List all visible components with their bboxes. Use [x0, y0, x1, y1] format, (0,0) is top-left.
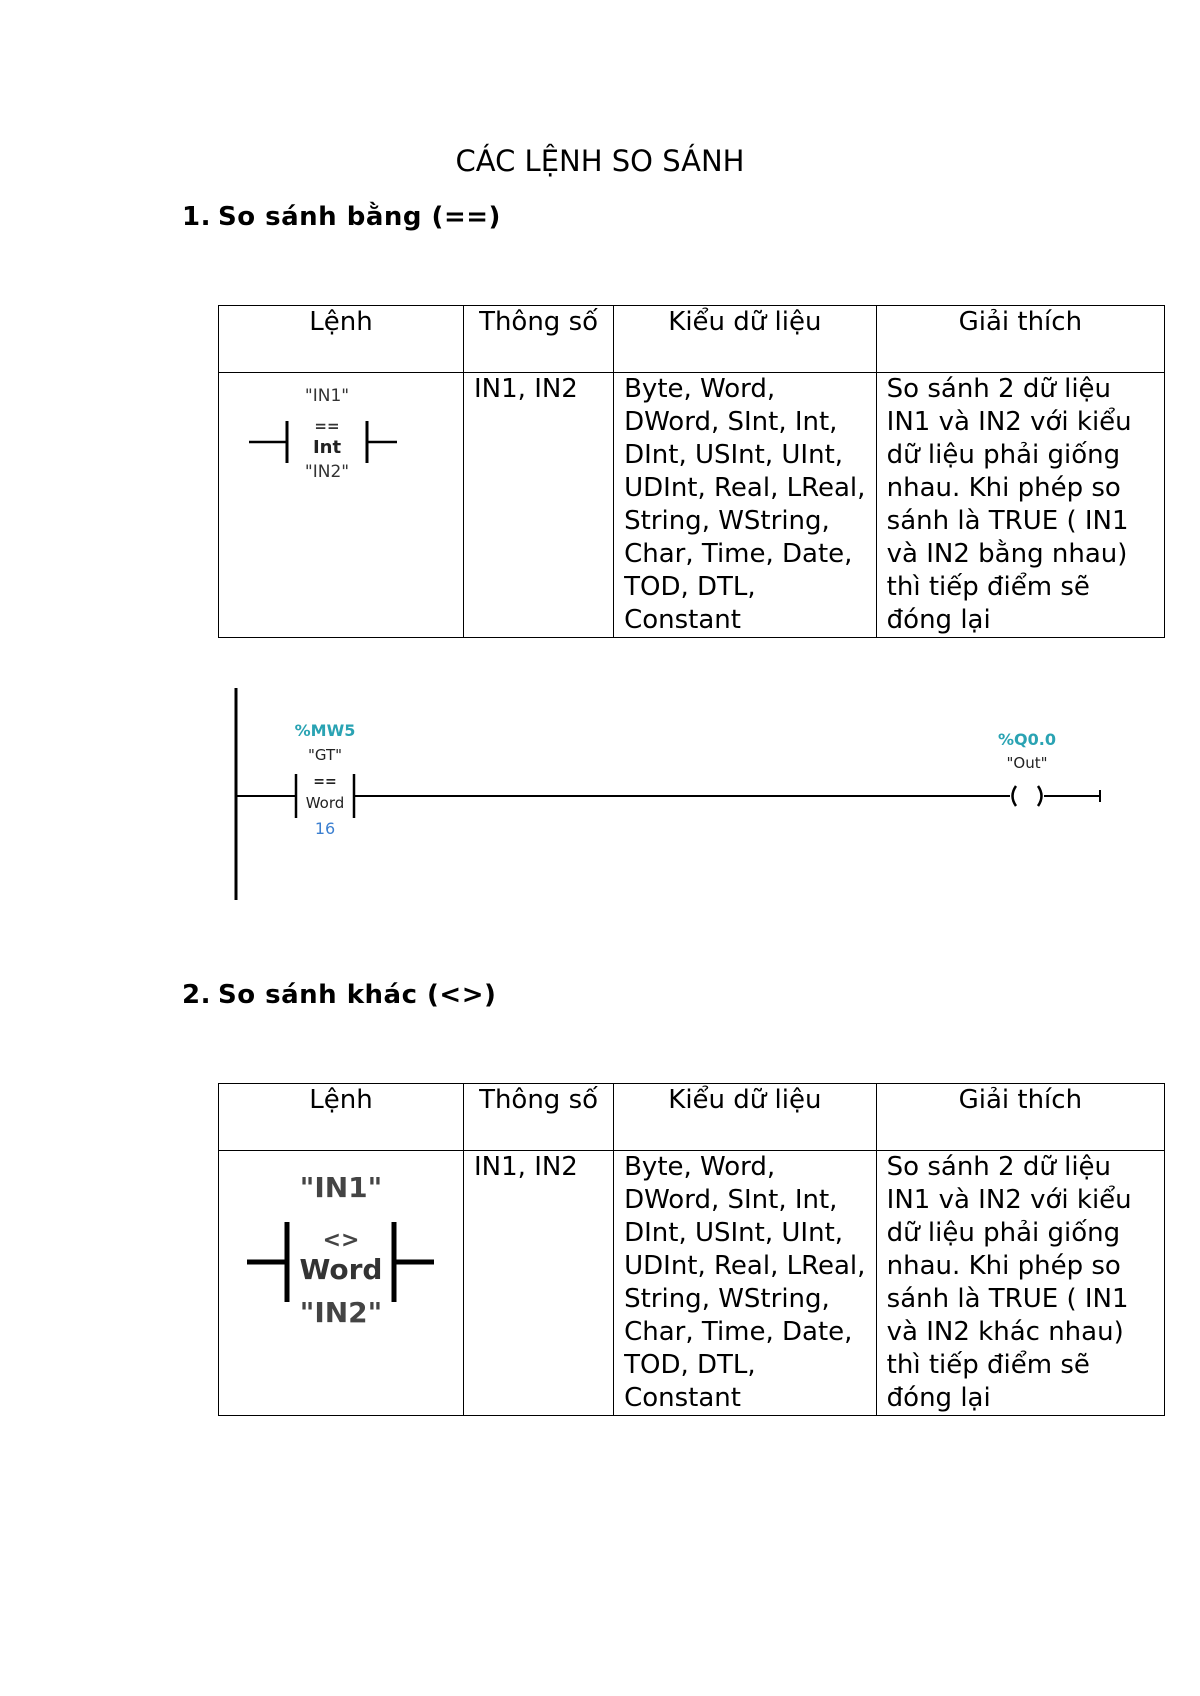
section-number: 2.	[182, 980, 211, 1010]
type-label: Int	[312, 437, 342, 458]
table-row	[219, 373, 1165, 638]
coil-tag: "Out"	[1006, 754, 1048, 772]
header-command: Lệnh	[219, 1084, 464, 1151]
comparison-table-not-equal	[218, 1083, 1165, 1416]
header-explanation: Giải thích	[876, 1084, 1164, 1151]
in2-label: "IN2"	[304, 462, 350, 482]
comparison-table-equal	[218, 305, 1165, 638]
header-data-type: Kiểu dữ liệu	[614, 306, 877, 373]
contact-operator: ==	[313, 774, 337, 790]
coil-right-arc	[1038, 786, 1042, 806]
contact-address: %MW5	[294, 721, 356, 740]
command-cell	[219, 1151, 464, 1416]
section-title: So sánh bằng (==)	[218, 202, 501, 232]
section-number: 1.	[182, 202, 211, 232]
parameter-cell: IN1, IN2	[464, 1151, 614, 1416]
coil-left-arc	[1013, 786, 1017, 806]
parameter-cell: IN1, IN2	[464, 373, 614, 638]
in1-label: "IN1"	[304, 386, 350, 406]
explanation-cell: So sánh 2 dữ liệu IN1 và IN2 với kiểu dữ liệu phải giống nhau. Khi phép so sánh là TRUE ( IN1 và IN2 bằng nhau) thì tiếp điểm sẽ đóng lại	[876, 373, 1164, 638]
page-title: CÁC LỆNH SO SÁNH	[455, 144, 745, 178]
header-explanation: Giải thích	[876, 306, 1164, 373]
contact-value: 16	[314, 819, 336, 838]
section-heading-equal	[182, 202, 501, 232]
operator-label: ==	[314, 417, 340, 435]
operator-label: <>	[322, 1228, 360, 1253]
contact-type: Word	[305, 794, 345, 812]
type-label: Word	[299, 1253, 383, 1286]
header-parameter: Thông số	[464, 306, 614, 373]
table-header-row	[219, 1084, 1165, 1151]
contact-tag: "GT"	[307, 746, 343, 764]
ladder-rung-diagram	[228, 688, 1108, 903]
in1-label: "IN1"	[299, 1171, 383, 1204]
table-header-row	[219, 306, 1165, 373]
section-title: So sánh khác (<>)	[218, 980, 497, 1010]
command-cell	[219, 373, 464, 638]
equal-compare-symbol	[229, 379, 453, 499]
data-type-cell: Byte, Word, DWord, SInt, Int, DInt, USInt, UInt, UDInt, Real, LReal, String, WString, Char, Time, Date, TOD, DTL, Constant	[614, 373, 877, 638]
compare-contact-diagram	[229, 1157, 453, 1332]
table-row	[219, 1151, 1165, 1416]
data-type-cell: Byte, Word, DWord, SInt, Int, DInt, USInt, UInt, UDInt, Real, LReal, String, WString, Char, Time, Date, TOD, DTL, Constant	[614, 1151, 877, 1416]
section-heading-not-equal	[182, 980, 496, 1010]
compare-contact-diagram	[229, 379, 453, 499]
coil-address: %Q0.0	[998, 730, 1056, 749]
ladder-example	[228, 688, 1108, 903]
header-command: Lệnh	[219, 306, 464, 373]
header-data-type: Kiểu dữ liệu	[614, 1084, 877, 1151]
header-parameter: Thông số	[464, 1084, 614, 1151]
in2-label: "IN2"	[299, 1296, 383, 1329]
explanation-cell: So sánh 2 dữ liệu IN1 và IN2 với kiểu dữ liệu phải giống nhau. Khi phép so sánh là TRUE ( IN1 và IN2 khác nhau) thì tiếp điểm sẽ đóng lại	[876, 1151, 1164, 1416]
not-equal-compare-symbol	[229, 1157, 453, 1329]
